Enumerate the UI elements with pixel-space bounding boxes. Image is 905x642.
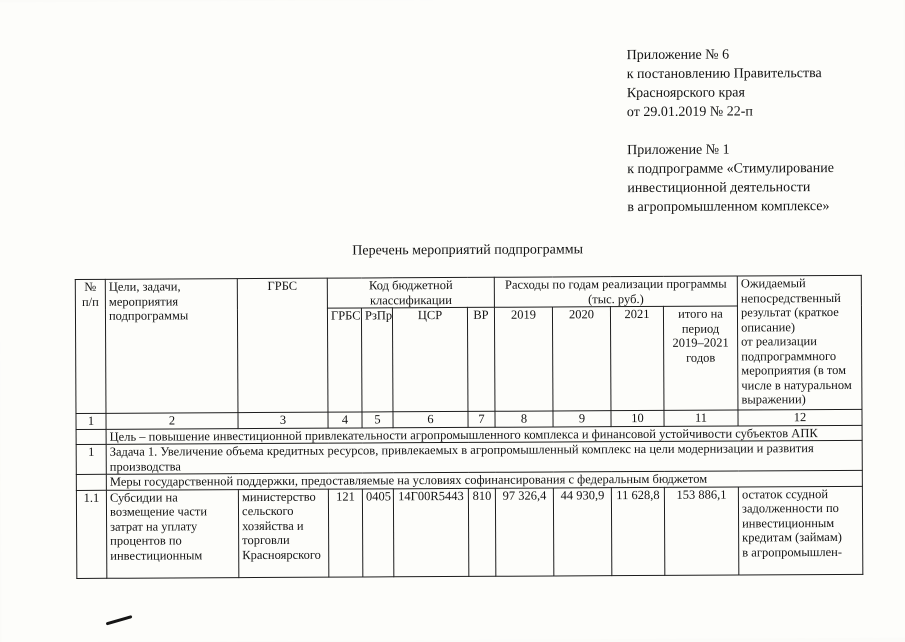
col-header-goals: Цели, задачи, мероприятия подпрограммы (105, 279, 238, 414)
page-title: Перечень мероприятий подпрограммы (352, 242, 584, 259)
task-row-num: 1 (76, 444, 106, 474)
col-num-10: 10 (611, 410, 664, 426)
goal-row-text: Цель – повышение инвестиционной привлекательности агропромышленного комплекса и финансовой устойчивости субъектов АПК (106, 425, 862, 444)
appendix-note-1: Приложение № 1 к подпрограмме «Стимулирование инвестиционной деятельности в агропромышленном комплексе» (627, 142, 834, 216)
appendix-note-6: Приложение № 6 к постановлению Правительства Красноярского края от 29.01.2019 № 22-п (626, 47, 822, 121)
row-1-1-2020: 44 930,9 (553, 487, 611, 575)
measures-row-num-cell (76, 474, 106, 490)
col-num-4: 4 (328, 412, 362, 428)
row-1-1-grbs: министерство сельского хозяйства и торговли Красноярского (238, 489, 328, 577)
row-1-1-vr: 810 (468, 488, 495, 576)
col-header-2020: 2020 (552, 307, 611, 411)
col-header-vr: ВР (467, 307, 495, 411)
col-header-csr: ЦСР (392, 307, 468, 411)
col-num-2: 2 (106, 413, 238, 429)
col-header-expenses: Расходы по годам реализации программы (тыс. руб.) (494, 276, 737, 307)
col-num-12: 12 (738, 409, 862, 425)
row-1-1-grbs-code: 121 (328, 488, 362, 576)
col-num-11: 11 (664, 410, 738, 426)
task-row (76, 440, 862, 474)
col-num-1: 1 (76, 413, 106, 429)
col-header-result: Ожидаемый непосредственный результат (краткое описание) от реализации подпрограммного мероприятия (в том числе в натуральном выражении) (737, 275, 862, 410)
col-header-total: итого на период 2019–2021 годов (663, 306, 738, 410)
scan-artifact-mark (106, 615, 133, 625)
measures-row-text: Меры государственной поддержки, предоставляемые на условиях софинансирования с федеральным бюджетом (106, 470, 862, 489)
row-1-1-csr: 14Г00R5443 (393, 488, 468, 576)
col-num-7: 7 (468, 411, 495, 427)
col-num-9: 9 (553, 411, 611, 427)
row-1-1-num: 1.1 (76, 490, 106, 578)
col-num-5: 5 (362, 412, 393, 428)
row-1-1-total: 153 886,1 (664, 487, 738, 575)
row-1-1-rzpr: 0405 (362, 488, 393, 576)
activities-table (75, 275, 864, 579)
col-num-8: 8 (495, 411, 553, 427)
row-1-1-result: остаток ссудной задолженности по инвестиционным кредитам (займам) в агропромышлен- (738, 486, 862, 575)
row-1-1-2019: 97 326,4 (495, 487, 553, 575)
goal-row-num-cell (76, 429, 106, 445)
row-1-1-activity: Субсидии на возмещение части затрат на уплату процентов по инвестиционным (106, 489, 238, 578)
table-row-1-1 (76, 486, 862, 578)
col-header-rzpr: РзПр (361, 308, 393, 412)
col-header-grbs: ГРБС (237, 278, 328, 412)
col-num-3: 3 (238, 412, 328, 428)
task-row-text: Задача 1. Увеличение объема кредитных ресурсов, привлекаемых в агропромышленный комплекс на цели модернизации и развития производства (106, 440, 862, 474)
col-num-6: 6 (393, 411, 468, 427)
col-header-num: № п/п (75, 279, 106, 413)
table-header-row-1 (75, 275, 861, 309)
row-1-1-2021: 11 628,8 (611, 487, 664, 575)
col-header-budget-class: Код бюджетной классификации (327, 277, 494, 308)
col-header-grbs-code: ГРБС (327, 308, 362, 412)
col-header-2021: 2021 (610, 306, 664, 410)
col-header-2019: 2019 (494, 307, 553, 411)
